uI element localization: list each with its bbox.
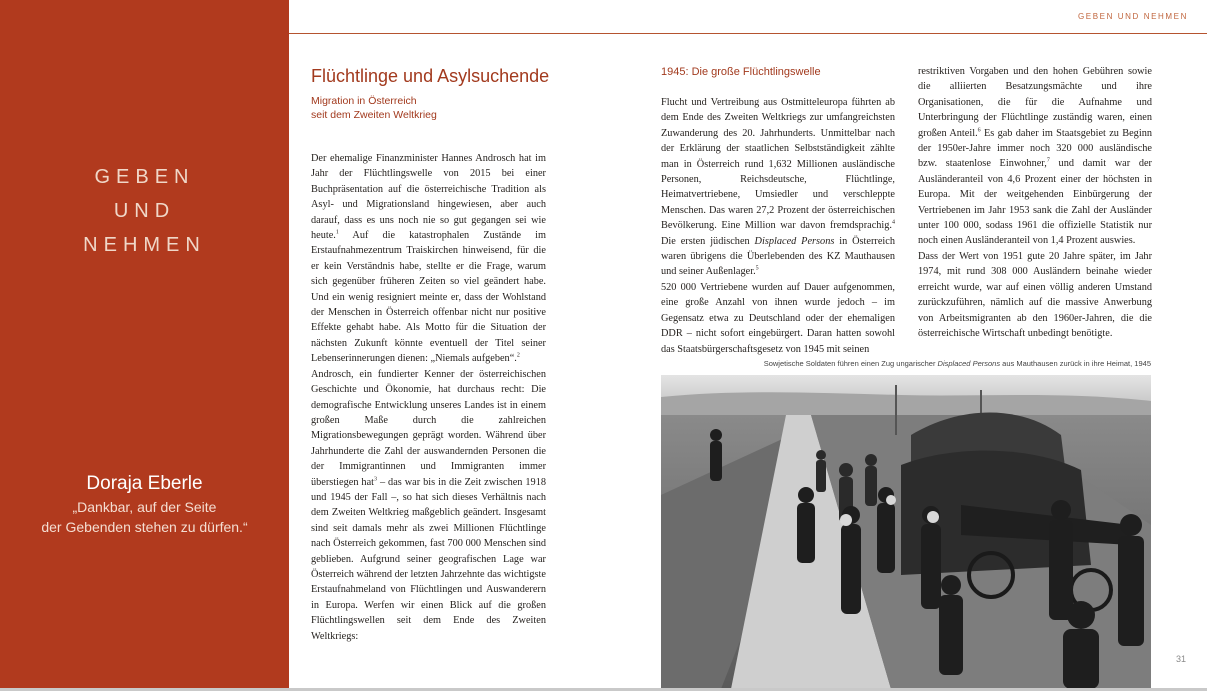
quote-line-1: „Dankbar, auf der Seite [72,499,217,515]
paragraph: Dass der Wert von 1951 gute 20 Jahre später, im Jahr 1974, mit rund 308 000 Ausländern beinahe wieder erreicht wurde, war auf einen völlig anderen Umstand zurückzuführen, nämlich auf die massive Anwerbung von Arbeitsmigranten ab den 1960er-Jahren, die die österreichische Wirtschaft unbedingt benötigte. [918,250,1152,339]
sidebar-panel [0,0,289,691]
paragraph: Der ehemalige Finanzminister Hannes Androsch hat im Jahr der Flüchtlingswelle von 2015 bei einer Buchpräsentation auf die österreichische Tradition als Asyl- und Migrationsland hingewiesen, aber auch darauf, dass es uns noch nie so gut gegangen sei wie heute.$^1$ Auf die katastrophalen Zustände im Erstaufnahmezentrum Traiskirchen hinweisend, für die er kein Verständnis habe, stellte er die Frage, warum sich gegenüber früheren Zeiten so viel geändert habe. Und ein wenig resigniert meinte er, dass der Wohlstand der Menschen in Österreich offenbar nicht nur positive Effekte gehabt habe. Als Motto für die Situation der nächsten Zukunft könnte eventuell der Titel seiner Lebenserinnerungen dienen: „Niemals aufgeben“.$^2$ [311,153,546,365]
article-subtitle-line-2: seit dem Zweiten Weltkrieg [311,109,437,121]
text-column-1 [311,151,546,644]
footnote-marker: 7 [1046,158,1050,165]
paragraph: 520 000 Vertriebene wurden auf Dauer aufgenommen, eine große Anzahl von ihnen wurde jedoch – im Gegensatz etwa zu Deutschland oder der ehemaligen DDR – nicht sofort eingebürgert. Daran hatten sowohl das Staatsbürgerschaftsgesetz von 1945 mit seinen [661,281,895,355]
page-number: 31 [1175,654,1186,664]
quote-line-2: der Gebenden stehen zu dürfen.“ [41,519,248,535]
text-column-2 [661,95,895,357]
text-column-3 [918,64,1152,341]
footnote-marker: 5 [755,266,759,273]
footnote-marker: 6 [977,127,981,134]
paragraph: Androsch, ein fundierter Kenner der österreichischen Geschichte und Ökonomie, hat durchaus recht: Die demografische Entwicklung unseres Landes ist in einem großen Maße durch die zahlreichen Migrationsbewegungen geprägt worden. Während über Jahrhunderte die Zahl der auswandernden Personen die der Immigrantinnen und Immigranten immer überstiegen hat$^3$ – das war bis in die Zeit zwischen 1918 und 1945 der Fall –, so hat sich dieses Verhältnis nach dem Zweiten Weltkrieg maßgeblich geändert. Insgesamt sind seit damals mehr als zwei Millionen Flüchtlinge nach Österreich gekommen, fast 700 000 Menschen sind geblieben. Aufgrund seiner geografischen Lage war Österreich während der letzten Jahrzehnte das wichtigste Erstaufnahmeland von Flüchtlingen und Auswanderern in Europa. Werfen wir einen Blick auf die großen Flüchtlingswellen seit dem Ende des Zweiten Weltkriegs: [311,368,546,642]
article-subtitle-line-1: Migration in Österreich [311,95,417,107]
header-rule [289,33,1207,34]
section-title: 1945: Die große Flüchtlingswelle [661,66,821,78]
footnote-marker: 3 [374,476,377,483]
paragraph: restriktiven Vorgaben und den hohen Gebühren sowie die alliierten Besatzungsmächte und ihre Organisationen, die für die Aufnahme und Unterbringung der Flüchtlinge zuständig waren, einen großen Anteil.$^6$ Es gab daher im Staatsgebiet zu Beginn der 1950er-Jahre immer noch 320 000 ausländische bzw. staatenlose Einwohner,$^7$ und damit war der Ausländeranteil von 4,6 Prozent einer der höchsten in Europa. Mit der weitgehenden Einbürgerung der Vertriebenen im Jahr 1953 sank die Zahl der Ausländer unter 100 000, sodass 1961 die offizielle Statistik nur noch einen Ausländeranteil von 1,4 Prozent auswies. [918,66,1152,247]
footnote-marker: 4 [892,219,895,226]
paragraph: Flucht und Vertreibung aus Ostmitteleuropa führten ab dem Ende des Zweiten Weltkriegs zur umfangreichsten Zuwanderung des 20. Jahrhunderts. Unmittelbar nach der Erklärung der staatlichen Selbstständigkeit zählte man in Österreich rund 1,632 Millionen ausländische Personen, Reichsdeutsche, Flüchtlinge, Heimatvertriebene, Umsiedler und verschleppte Menschen. Das waren 27,2 Prozent der österreichischen Bevölkerung. Eine Million war davon fremdsprachig.$^4$ Die ersten jüdischen Displaced Persons in Österreich waren übrigens die Überlebenden des KZ Mauthausen und seiner Außenlager.$^5$ [661,97,895,278]
photo-caption: Sowjetische Soldaten führen einen Zug ungarischer Displaced Persons aus Mauthausen zurück in ihre Heimat, 1945 [763,359,1151,368]
sidebar-title-line-2: UND [113,200,176,222]
running-header: GEBEN UND NEHMEN [1077,12,1188,21]
sidebar-title-line-1: GEBEN [94,166,195,188]
photo-illustration [661,375,1151,689]
footnote-marker: 1 [335,229,339,236]
sidebar-title-line-3: NEHMEN [83,234,206,256]
article-title: Flüchtlinge und Asylsuchende [311,66,550,86]
author-name: Doraja Eberle [86,473,203,494]
footnote-marker: 2 [516,352,520,359]
historical-photo [661,375,1151,689]
